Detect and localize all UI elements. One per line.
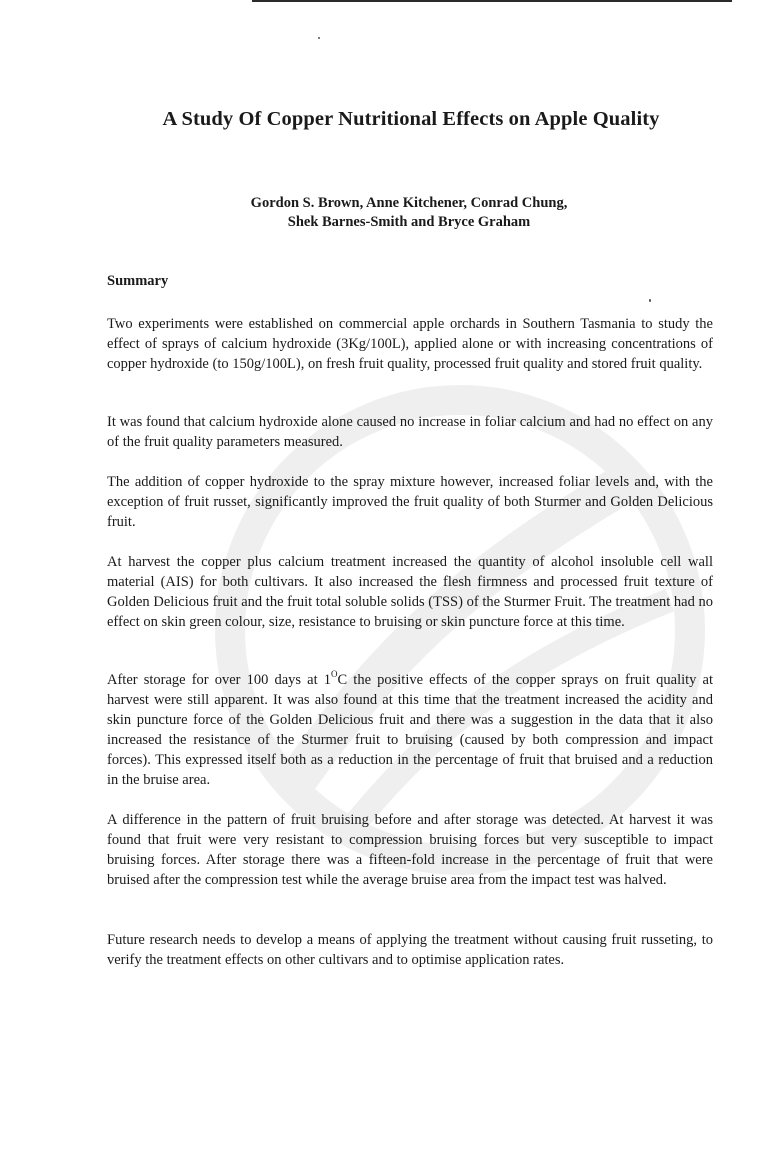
scan-speck xyxy=(649,299,651,302)
summary-paragraph-4: At harvest the copper plus calcium treatment increased the quantity of alcohol insoluble cell wall material (AIS) for both cultivars. It also increased the flesh firmness and processed fruit texture of Golden Delicious fruit and the fruit total soluble solids (TSS) of the Sturmer Fruit. The treatment had no effect on skin green colour, size, resistance to bruising or skin puncture force at this time. xyxy=(107,554,713,630)
degree-superscript: O xyxy=(331,669,338,680)
summary-paragraph-7: Future research needs to develop a means of applying the treatment without causing fruit russeting, to verify the treatment effects on other cultivars and to optimise application rates. xyxy=(107,932,713,968)
summary-heading: Summary xyxy=(107,273,169,289)
paragraph-text: C the positive effects of the copper sprays on fruit quality at harvest were still apparent. It was also found at this time that the treatment increased the acidity and skin puncture force of the Golden Delicious fruit and there was a suggestion in the data that it also increased the resistance of the Sturmer fruit to bruising (caused by both compression and impact forces). This expressed itself both as a reduction in the percentage of fruit that bruised and a reduction in the bruise area. xyxy=(107,672,713,788)
summary-paragraph-5 xyxy=(107,670,713,790)
scan-speck xyxy=(318,37,320,39)
top-rule xyxy=(252,0,732,2)
paragraph-text: After storage for over 100 days at 1 xyxy=(107,672,332,688)
summary-paragraph-3: The addition of copper hydroxide to the spray mixture however, increased foliar levels and, with the exception of fruit russet, significantly improved the fruit quality of both Sturmer and Golden Delicious fruit. xyxy=(107,474,713,530)
author-line: Shek Barnes-Smith and Bryce Graham xyxy=(287,214,531,230)
summary-paragraph-2: It was found that calcium hydroxide alone caused no increase in foliar calcium and had no effect on any of the fruit quality parameters measured. xyxy=(107,414,713,450)
author-list xyxy=(0,194,766,232)
summary-paragraph-1: Two experiments were established on commercial apple orchards in Southern Tasmania to study the effect of sprays of calcium hydroxide (3Kg/100L), applied alone or with increasing concentrations of copper hydroxide (to 150g/100L), on fresh fruit quality, processed fruit quality and stored fruit quality. xyxy=(107,316,713,372)
summary-paragraph-6: A difference in the pattern of fruit bruising before and after storage was detected. At harvest it was found that fruit were very resistant to compression bruising forces but very susceptible to impact bruising forces. After storage there was a fifteen-fold increase in the percentage of fruit that were bruised after the compression test while the average bruise area from the impact test was halved. xyxy=(107,812,713,888)
document-title: A Study Of Copper Nutritional Effects on Apple Quality xyxy=(162,108,660,130)
author-line: Gordon S. Brown, Anne Kitchener, Conrad Chung, xyxy=(250,195,568,211)
